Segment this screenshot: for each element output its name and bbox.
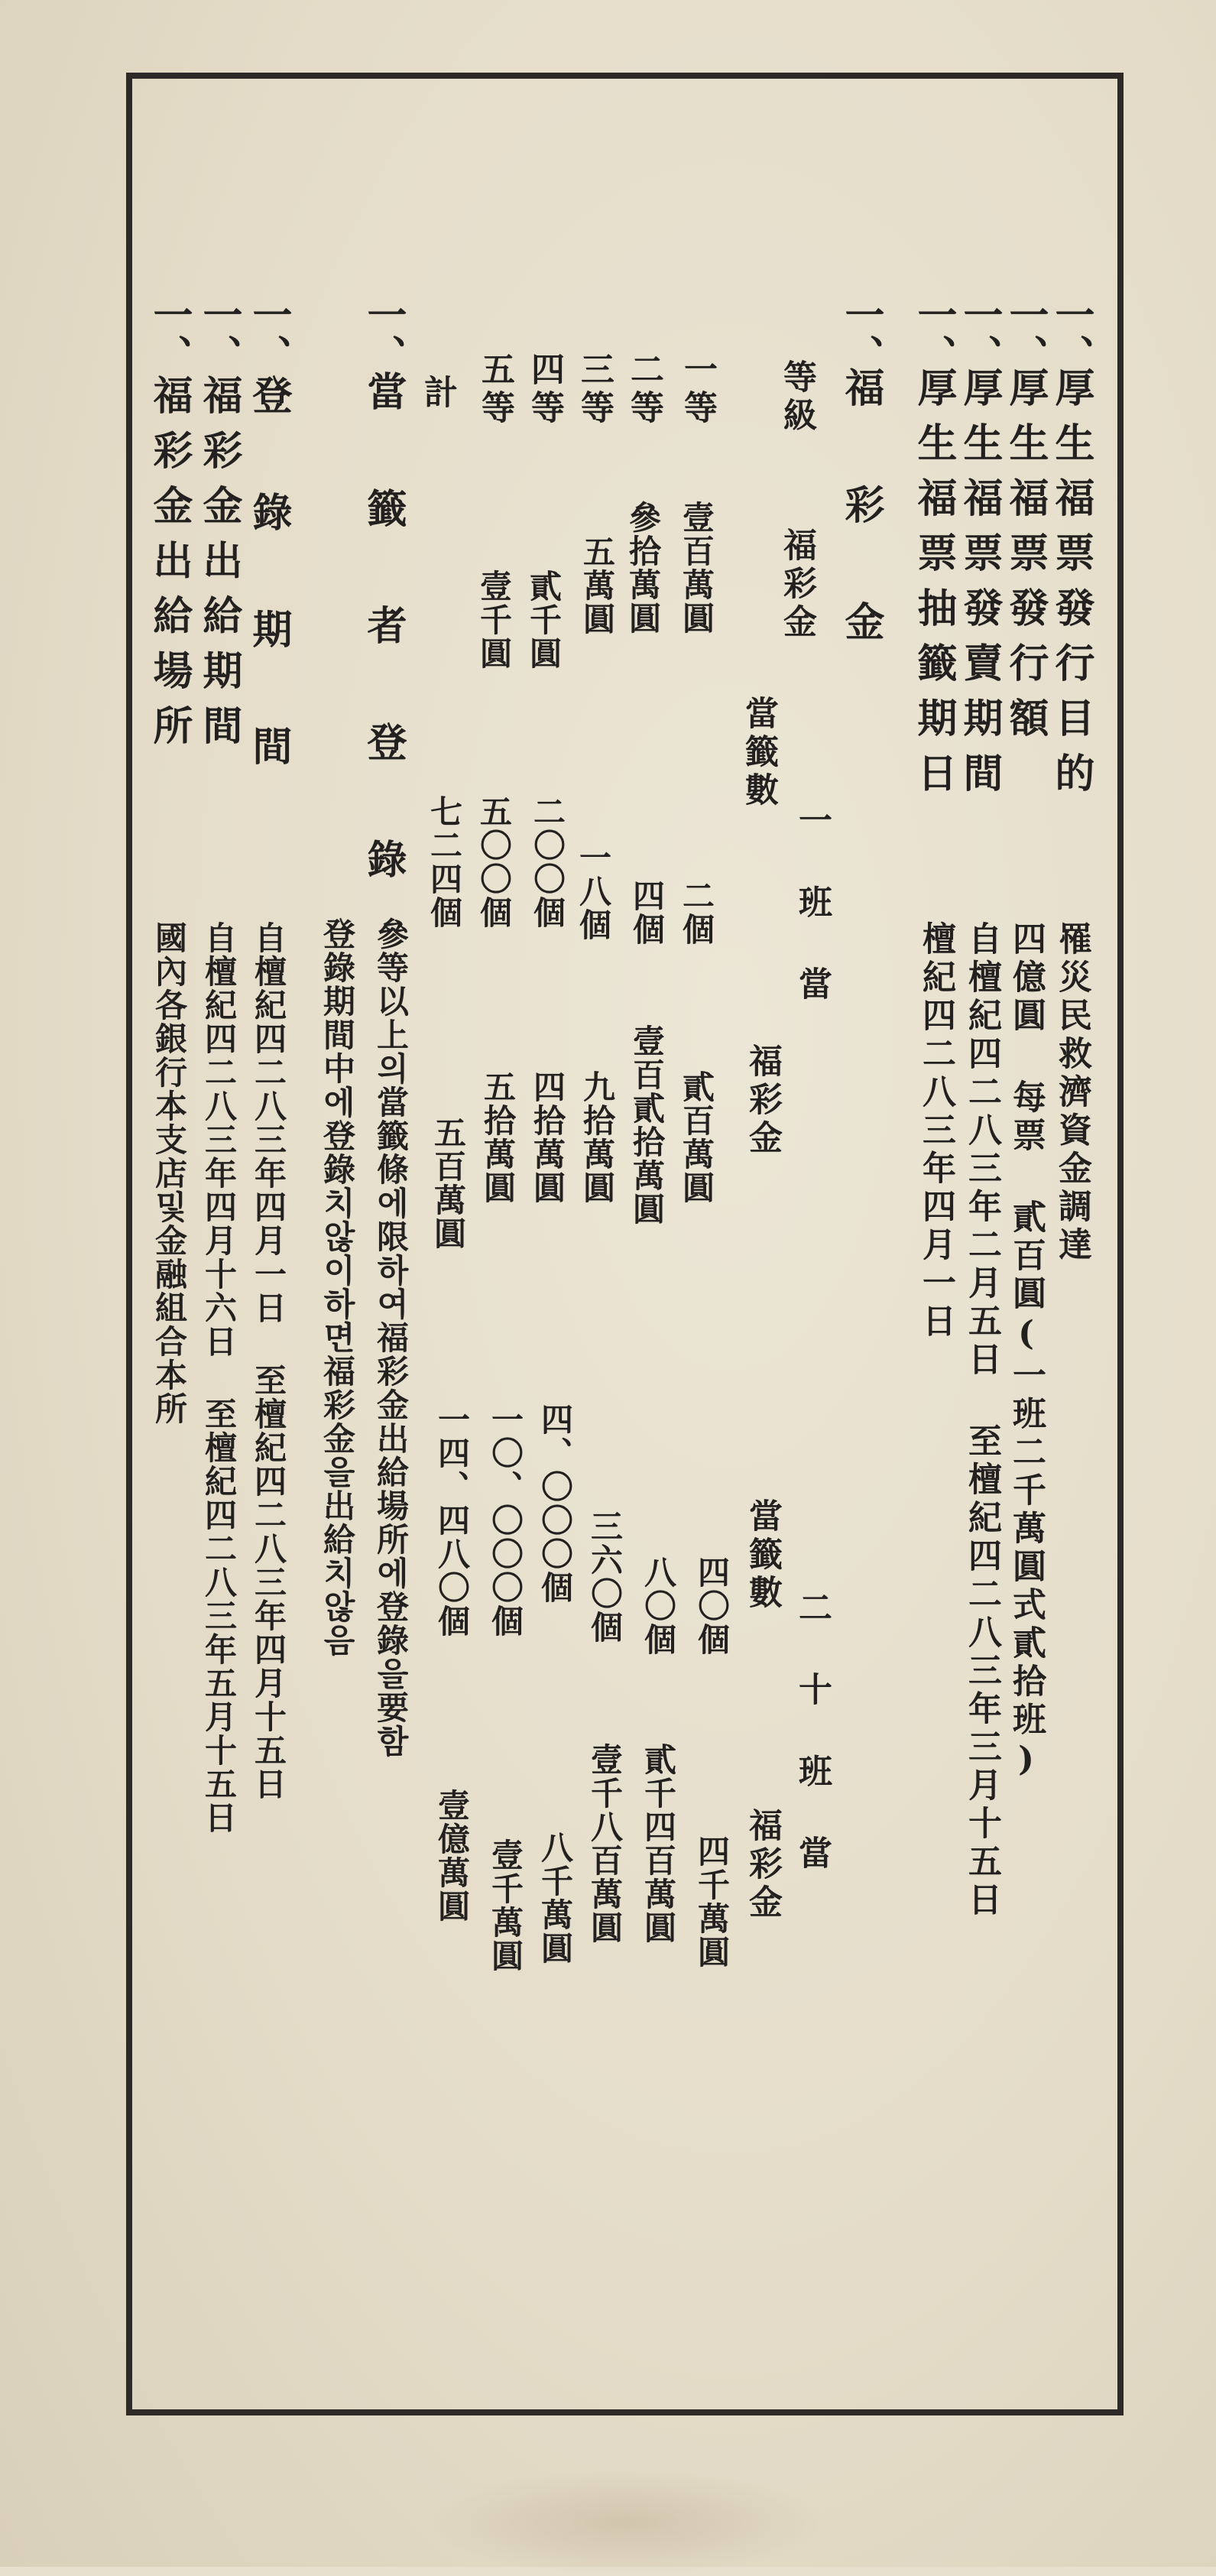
total-label: 計	[418, 375, 457, 413]
winners-note-2: 登錄期間中에登錄치않이하면福彩金을出給치않음	[319, 917, 356, 1657]
draw-date-label: 厚生福票抽籤期日	[910, 367, 957, 807]
prize-bullet: 一、	[838, 294, 884, 374]
row-4-grade: 四等	[525, 352, 564, 428]
winners-bullet: 一、	[360, 294, 407, 374]
amount-bullet: 一、	[1002, 294, 1049, 374]
row-2-grade: 二等	[624, 352, 663, 428]
winners-note: 參等以上의當籤條에限하여福彩金出給場所에登錄을要함	[372, 917, 410, 1758]
row-1-count1: 二個	[678, 879, 715, 946]
total-count20: 一四、四八〇個	[433, 1403, 471, 1638]
amount-label: 厚生福票發行額	[1002, 367, 1049, 752]
total-amount1: 五百萬圓	[430, 1116, 467, 1251]
row-4-amount20: 八千萬圓	[537, 1831, 574, 1965]
count-header-1: 當籤數	[739, 696, 778, 810]
purpose-bullet: 一、	[1048, 294, 1094, 374]
group20-title: 二 十 班 當	[793, 1590, 832, 1874]
total-count1: 七二四個	[426, 795, 463, 930]
row-1-count20: 四〇個	[693, 1556, 731, 1656]
prize-header: 福彩金	[777, 527, 816, 642]
draw-date-bullet: 一、	[910, 294, 957, 374]
payout-place-bullet: 一、	[146, 294, 193, 374]
total-amount20: 壹億萬圓	[433, 1789, 471, 1923]
payout-period-value: 自檀紀四二八三年四月十六日 至檀紀四二八三年五月十五日	[200, 921, 238, 1835]
row-2-count20: 八〇個	[640, 1556, 677, 1656]
row-4-prize: 貳千圓	[525, 569, 563, 670]
amount-header-20: 福彩金	[743, 1808, 782, 1922]
row-4-count1: 二〇〇個	[529, 795, 566, 930]
row-5-amount1: 五拾萬圓	[479, 1070, 517, 1205]
row-5-count1: 五〇〇個	[475, 795, 513, 930]
row-3-grade: 三等	[575, 352, 614, 428]
row-3-prize: 五萬圓	[579, 535, 616, 636]
row-1-amount20: 四千萬圓	[693, 1835, 731, 1969]
row-2-count1: 四個	[628, 879, 666, 946]
row-1-grade: 一等	[678, 352, 717, 428]
payout-place-label: 福彩金出給場所	[146, 375, 193, 760]
row-5-grade: 五等	[475, 352, 514, 428]
sale-period-bullet: 一、	[956, 294, 1003, 374]
amount-header-1: 福彩金	[743, 1043, 782, 1158]
payout-period-bullet: 一、	[196, 294, 242, 374]
registration-bullet: 一、	[245, 294, 292, 374]
prize-label: 福 彩 金	[838, 367, 884, 656]
purpose-label: 厚生福票發行目的	[1048, 367, 1094, 807]
grade-header: 等級	[777, 359, 816, 436]
winners-label: 當 籤 者 登 錄	[360, 371, 407, 894]
row-2-prize: 參拾萬圓	[624, 501, 662, 635]
row-4-amount1: 四拾萬圓	[529, 1070, 566, 1205]
row-3-amount1: 九拾萬圓	[579, 1070, 616, 1205]
purpose-value: 罹災民救濟資金調達	[1052, 921, 1091, 1265]
row-5-count20: 一〇、〇〇〇個	[487, 1403, 524, 1638]
sale-period-label: 厚生福票發賣期間	[956, 367, 1003, 807]
draw-date-value: 檀紀四二八三年四月一日	[916, 921, 955, 1342]
row-3-count1: 一八個	[575, 841, 612, 942]
paper-stain	[428, 2469, 825, 2576]
registration-label: 登 錄 期 間	[245, 375, 292, 780]
registration-value: 自檀紀四二八三年四月一日 至檀紀四二八三年四月十五日	[250, 921, 287, 1801]
payout-period-label: 福彩金出給期間	[196, 375, 242, 760]
row-3-amount20: 壹千八百萬圓	[586, 1743, 624, 1945]
amount-value: 四億圓 每票 貳百圓(一班二千萬圓式貳拾班)	[1007, 921, 1046, 1783]
row-5-prize: 壹千圓	[475, 569, 513, 670]
row-2-amount1: 壹百貳拾萬圓	[628, 1024, 666, 1226]
row-3-count20: 三六〇個	[586, 1510, 624, 1644]
count-header-20: 當籤數	[743, 1498, 782, 1613]
row-1-prize: 壹百萬圓	[678, 501, 715, 635]
row-1-amount1: 貳百萬圓	[678, 1070, 715, 1205]
row-2-amount20: 貳千四百萬圓	[640, 1743, 677, 1945]
sale-period-value: 自檀紀四二八三年二月五日 至檀紀四二八三年三月十五日	[962, 921, 1001, 1920]
row-5-amount20: 壹千萬圓	[487, 1838, 524, 1973]
payout-place-value: 國內各銀行本支店및金融組合本所	[151, 921, 188, 1426]
row-4-count20: 四、〇〇〇個	[537, 1403, 574, 1604]
group1-title: 一 班 當	[793, 803, 832, 1004]
